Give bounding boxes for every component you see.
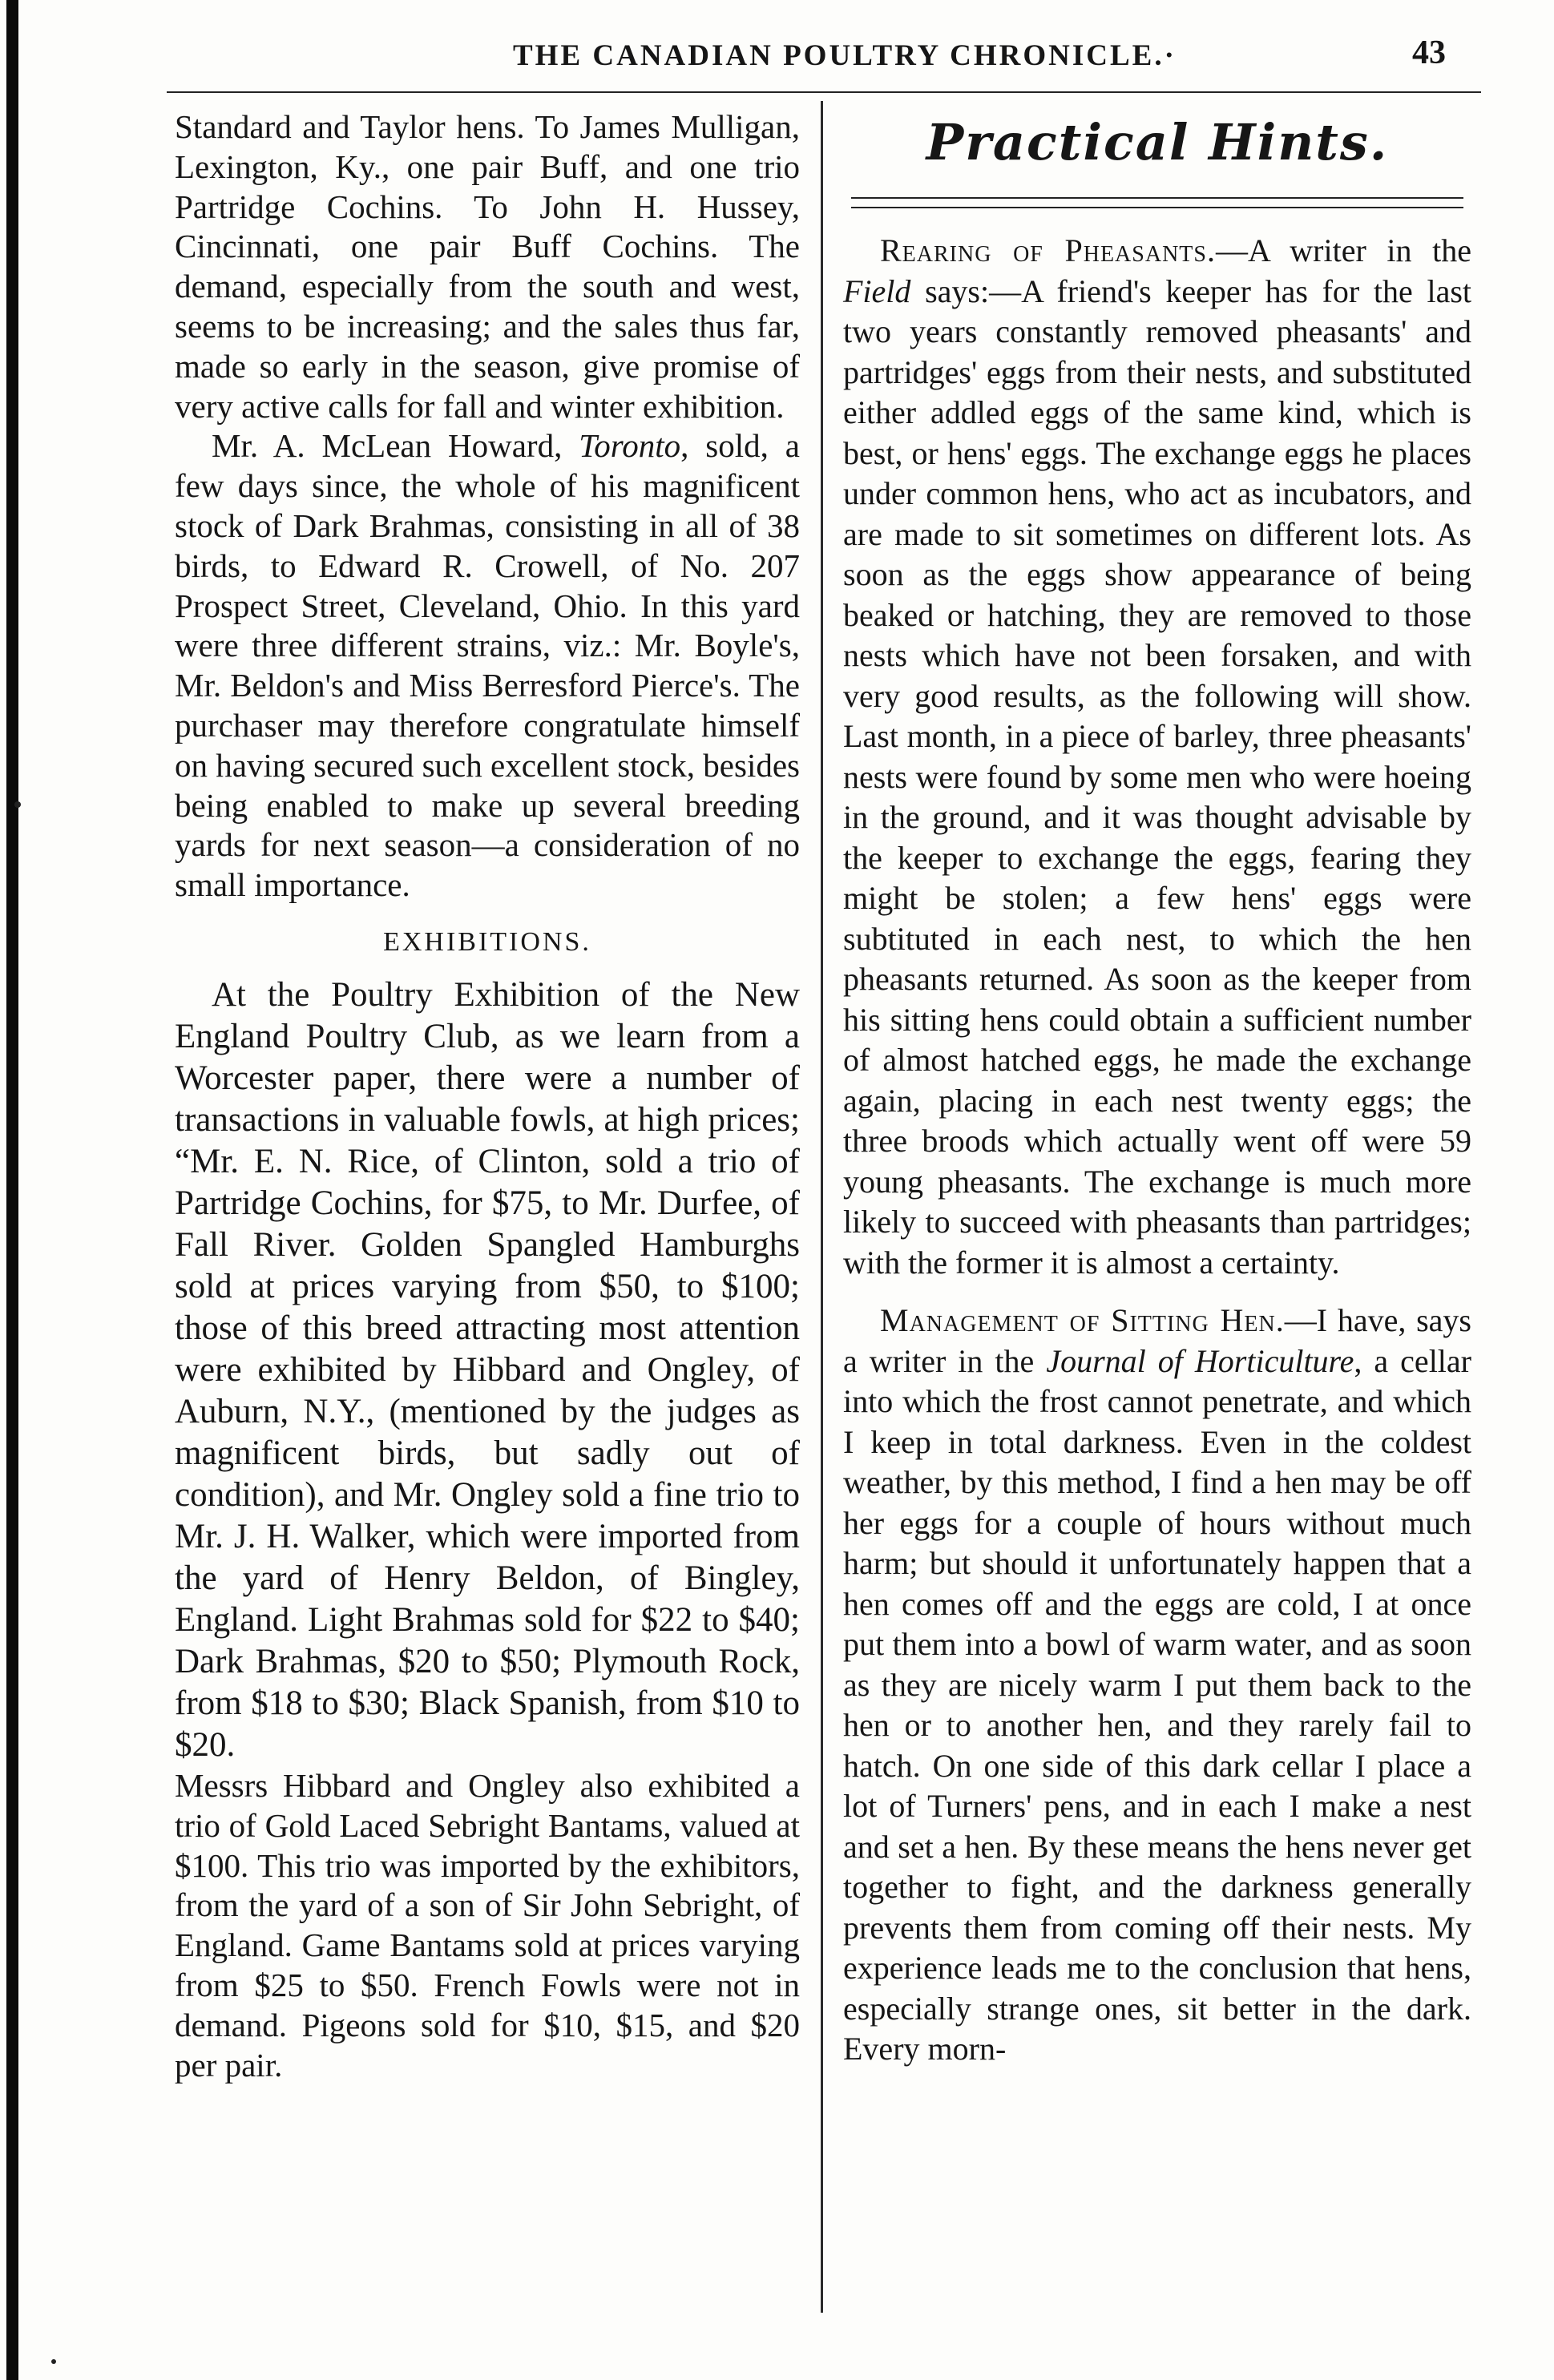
place-name: Toronto [579, 427, 681, 465]
right-column [843, 103, 1471, 2070]
text-run: Mr. A. McLean Howard, [212, 427, 579, 465]
running-title: THE CANADIAN POULTRY CHRONICLE.· [513, 39, 1177, 72]
article-paragraph: At the Poultry Exhibition of the New England Poultry Club, as we learn from a Worcester paper, there were a number of transactions in valuable fowls, at high prices; “Mr. E. N. Rice, of Clinton, sold a trio of Partridge Cochins, for $75, to Mr. Durfee, of Fall River. Golden Spangled Hamburghs sold at prices varying from $50, to $100; those of this breed attracting most attention were exhibited by Hibbard and Ongley, of Auburn, N.Y., (mentioned by the judges as magnificent birds, but sadly out of condition), and Mr. Ongley sold a fine trio to Mr. J. H. Walker, which were imported from the yard of Henry Beldon, of Bingley, England. Light Brahmas sold for $22 to $40; Dark Brahmas, $20 to $50; Plymouth Rock, from $18 to $30; Black Spanish, from $10 to $20. [175, 975, 800, 1764]
header-rule [167, 91, 1481, 93]
source-title: Field [843, 272, 911, 309]
article-paragraph [175, 426, 800, 906]
source-title: Journal of Horticulture [1046, 1342, 1354, 1379]
text-run: says:—A friend's keeper has for the last two years constantly removed pheasants' and partridges' eggs from their nests, and substituted either addled eggs of the same kind, which is best, or hens' eggs. The exchange eggs he places under common hens, who act as incubators, and are made to sit sometimes on different lots. As soon as the eggs show appearance of being beaked or hatching, they are removed to those nests which have not been forsaken, and with very good results, as the following will show. Last month, in a piece of barley, three pheasants' nests were found by some men who were hoeing in the ground, and it was thought advisable by the keeper to exchange the eggs, fearing they might be stolen; a few hens' eggs were subtituted in each nest, to which the hen pheasants returned. As soon as the keeper from his sitting hens could obtain a sufficient number of almost hatched eggs, he made the exchange again, placing in each nest twenty eggs; the three broods which actually went off were 59 young pheasants. The exchange is much more likely to succeed with pheasants than partridges; with the former it is almost a certainty. [843, 272, 1471, 1281]
section-heading-wrap [843, 103, 1471, 189]
article-title: Management of Sitting Hen. [880, 1302, 1285, 1338]
left-column [175, 107, 800, 2085]
article-paragraph: Standard and Taylor hens. To James Mulligan, Lexington, Ky., one pair Buff, and one trio Partridge Cochins. To John H. Hussey, Cincinnati, one pair Buff Cochins. The demand, especially from the south and west, seems to be increasing; and the sales thus far, made so early in the season, give promise of very active calls for fall and winter exhibition. [175, 108, 800, 425]
double-rule [851, 197, 1463, 208]
text-run: —I have, says a writer in the [843, 1302, 1471, 1379]
section-heading-exhibitions: EXHIBITIONS. [383, 926, 591, 957]
text-run: , sold, a few days since, the whole of his magnificent stock of Dark Brahmas, consisting in all of 38 birds, to Edward R. Crowell, of No. 207 Prospect Street, Cleveland, Ohio. In this yard were three different strains, viz.: Mr. Boyle's, Mr. Beldon's and Miss Berresford Pierce's. The purchaser may therefore congratulate himself on having secured such excellent stock, besides being enabled to make up several breeding yards for next season—a consideration of no small importance. [175, 427, 801, 904]
column-divider [821, 101, 823, 2313]
scan-margin-bar [6, 0, 18, 2380]
section-heading-practical-hints: Practical Hints. [926, 113, 1389, 171]
article-title: Rearing of Pheasants. [880, 232, 1216, 268]
page-header [0, 30, 1554, 79]
text-run: , a cellar into which the frost cannot penetrate, and which I keep in total darkness. Even in the coldest weather, by this method, I find a hen may be off her eggs for a couple of hours without much harm; but should it unfortunately happen that a hen comes off and the eggs are cold, I at once put them into a bowl of warm water, and as soon as they are nicely warm I put them back to the hen or to another hen, and they rarely fail to hatch. On one side of this dark cellar I place a lot of Turners' pens, and in each I make a nest and set a hen. By these means the hens never get together to fight, and the darkness generally prevents them from coming off their nests. My experience leads me to the conclusion that hens, especially strange ones, sit better in the dark. Every morn- [843, 1342, 1471, 2067]
scan-speck [51, 2359, 56, 2364]
scan-speck [14, 801, 21, 808]
page-number: 43 [1412, 34, 1446, 71]
article-paragraph: Messrs Hibbard and Ongley also exhibited a trio of Gold Laced Sebright Bantams, valued at $100. This trio was imported by the exhibitors, from the yard of a son of Sir John Sebright, of England. Game Bantams sold at prices varying from $25 to $50. French Fowls were not in demand. Pigeons sold for $10, $15, and $20 per pair. [175, 1766, 800, 2084]
article-paragraph [843, 1301, 1471, 2070]
article-paragraph [843, 231, 1471, 1283]
text-run: —A writer in the [1215, 232, 1472, 268]
